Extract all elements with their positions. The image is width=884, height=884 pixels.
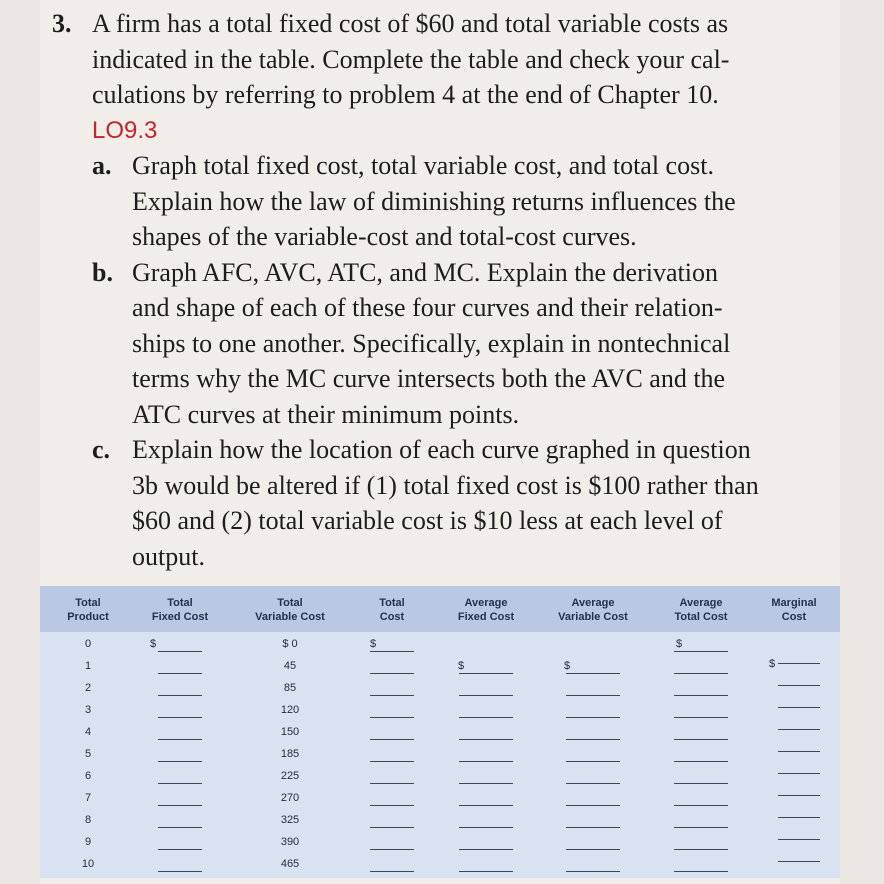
problem-3 — [52, 6, 842, 574]
part-line: Explain how the law of diminishing returns influences the — [132, 186, 736, 216]
tc-blank — [370, 695, 414, 696]
tc-blank — [370, 783, 414, 784]
tfc-blank — [158, 783, 202, 784]
afc-blank — [459, 739, 513, 740]
tc-blank — [370, 717, 414, 718]
afc-blank — [459, 717, 513, 718]
marginal-cost-blank — [778, 685, 820, 686]
afc-blank — [459, 849, 513, 850]
problem-number: 3. — [52, 9, 72, 38]
currency-symbol: $ — [370, 638, 377, 650]
total-product-value: 9 — [84, 836, 92, 848]
avc-blank — [566, 717, 620, 718]
total-variable-cost-value: 150 — [280, 726, 300, 738]
part-label: b. — [92, 257, 113, 287]
afc-blank — [459, 871, 513, 872]
tfc-blank — [158, 761, 202, 762]
tc-blank — [370, 871, 414, 872]
tfc-blank — [158, 827, 202, 828]
marginal-cost-blank — [778, 795, 820, 796]
marginal-cost-blank — [778, 861, 820, 862]
part-line: 3b would be altered if (1) total fixed cost is $100 rather than — [132, 470, 759, 500]
afc-blank — [459, 761, 513, 762]
marginal-cost-blank — [778, 751, 820, 752]
avc-blank — [566, 739, 620, 740]
part-line: output. — [132, 541, 205, 571]
total-product-value: 7 — [84, 792, 92, 804]
stem-line: culations by referring to problem 4 at the end of Chapter 10. — [92, 80, 719, 109]
marginal-cost-blank — [778, 663, 820, 664]
part-a — [92, 148, 842, 255]
part-label: a. — [92, 151, 112, 180]
tc-blank — [370, 805, 414, 806]
part-line: $60 and (2) total variable cost is $10 less at each level of — [132, 506, 723, 535]
marginal-cost-blank — [778, 839, 820, 840]
part-c — [92, 432, 842, 574]
header-total-cost: Total Cost — [379, 597, 405, 623]
total-product-value: 5 — [84, 748, 92, 760]
total-product-value: 1 — [84, 660, 92, 672]
total-product-value: 4 — [84, 726, 92, 738]
tc-blank — [370, 651, 414, 652]
part-line: Explain how the location of each curve graphed in question — [132, 435, 751, 464]
total-variable-cost-value: 45 — [283, 660, 297, 672]
currency-symbol: $ — [150, 638, 157, 650]
part-line: Graph AFC, AVC, ATC, and MC. Explain the derivation — [132, 257, 718, 287]
header-total-product: Total Product — [67, 597, 109, 623]
total-variable-cost-value: 325 — [280, 814, 300, 826]
atc-blank — [674, 827, 728, 828]
avc-blank — [566, 871, 620, 872]
total-product-value: 2 — [84, 682, 92, 694]
avc-blank — [566, 673, 620, 674]
part-label: c. — [92, 435, 111, 464]
atc-blank — [674, 695, 728, 696]
atc-blank — [674, 673, 728, 674]
tfc-blank — [158, 849, 202, 850]
tc-blank — [370, 827, 414, 828]
currency-symbol: $ — [564, 660, 571, 672]
tfc-blank — [158, 739, 202, 740]
tc-blank — [370, 673, 414, 674]
afc-blank — [459, 673, 513, 674]
part-line: and shape of each of these four curves and their relation- — [132, 293, 723, 322]
total-variable-cost-value: 120 — [280, 704, 300, 716]
problem-stem — [92, 6, 842, 113]
atc-blank — [674, 739, 728, 740]
avc-blank — [566, 827, 620, 828]
afc-blank — [459, 827, 513, 828]
total-variable-cost-value: 85 — [283, 682, 297, 694]
atc-blank — [674, 805, 728, 806]
stem-line: indicated in the table. Complete the table and check your cal- — [92, 44, 730, 74]
part-line: terms why the MC curve intersects both the AVC and the — [132, 364, 726, 393]
atc-blank — [674, 871, 728, 872]
afc-blank — [459, 805, 513, 806]
currency-symbol: $ — [769, 658, 776, 670]
currency-symbol: $ — [676, 638, 683, 650]
afc-blank — [459, 783, 513, 784]
part-line: Graph total fixed cost, total variable cost, and total cost. — [132, 151, 714, 180]
header-average-variable-cost: Average Variable Cost — [558, 597, 628, 623]
marginal-cost-blank — [778, 773, 820, 774]
header-total-variable-cost: Total Variable Cost — [255, 597, 325, 623]
total-variable-cost-value: $ 0 — [282, 638, 298, 650]
marginal-cost-blank — [778, 729, 820, 730]
atc-blank — [674, 651, 728, 652]
currency-symbol: $ — [458, 660, 465, 672]
header-total-fixed-cost: Total Fixed Cost — [151, 597, 209, 623]
table-body — [40, 632, 840, 878]
total-variable-cost-value: 225 — [280, 770, 300, 782]
atc-blank — [674, 717, 728, 718]
stem-line: A firm has a total fixed cost of $60 and total variable costs as — [92, 9, 729, 38]
atc-blank — [674, 761, 728, 762]
total-product-value: 0 — [84, 638, 92, 650]
atc-blank — [674, 849, 728, 850]
header-average-fixed-cost: Average Fixed Cost — [457, 597, 515, 623]
part-b — [92, 255, 842, 433]
total-variable-cost-value: 390 — [280, 836, 300, 848]
total-variable-cost-value: 465 — [280, 858, 300, 870]
marginal-cost-blank — [778, 707, 820, 708]
tfc-blank — [158, 717, 202, 718]
tfc-blank — [158, 871, 202, 872]
total-product-value: 10 — [81, 858, 95, 870]
marginal-cost-blank — [778, 817, 820, 818]
total-variable-cost-value: 185 — [280, 748, 300, 760]
afc-blank — [459, 695, 513, 696]
total-variable-cost-value: 270 — [280, 792, 300, 804]
tfc-blank — [158, 695, 202, 696]
avc-blank — [566, 783, 620, 784]
avc-blank — [566, 805, 620, 806]
total-product-value: 3 — [84, 704, 92, 716]
cost-table — [40, 586, 840, 878]
tfc-blank — [158, 651, 202, 652]
tc-blank — [370, 849, 414, 850]
tc-blank — [370, 761, 414, 762]
total-product-value: 8 — [84, 814, 92, 826]
part-line: ships to one another. Specifically, explain in nontechnical — [132, 328, 731, 358]
table-header — [40, 586, 840, 632]
header-average-total-cost: Average Total Cost — [674, 597, 728, 623]
tc-blank — [370, 739, 414, 740]
learning-objective: LO9.3 — [92, 116, 158, 144]
avc-blank — [566, 695, 620, 696]
total-product-value: 6 — [84, 770, 92, 782]
avc-blank — [566, 849, 620, 850]
atc-blank — [674, 783, 728, 784]
tfc-blank — [158, 805, 202, 806]
part-line: shapes of the variable-cost and total-cost curves. — [132, 222, 637, 251]
part-line: ATC curves at their minimum points. — [132, 399, 520, 429]
tfc-blank — [158, 673, 202, 674]
header-marginal-cost: Marginal Cost — [771, 597, 817, 623]
avc-blank — [566, 761, 620, 762]
